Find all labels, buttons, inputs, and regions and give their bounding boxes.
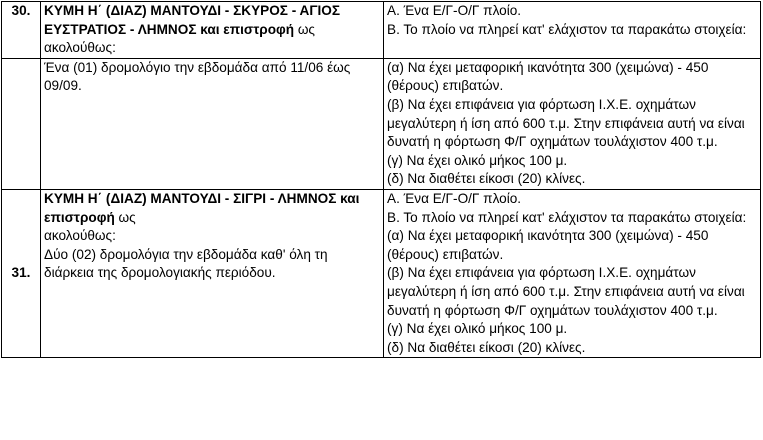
requirement-beds: (δ) Να διαθέτει είκοσι (20) κλίνες.	[387, 171, 586, 187]
requirement-length: (γ) Να έχει ολικό μήκος 100 μ.	[387, 152, 568, 168]
requirement-beds: (δ) Να διαθέτει είκοσι (20) κλίνες.	[387, 339, 586, 355]
route-number: 31.	[2, 189, 41, 357]
requirement-length: (γ) Να έχει ολικό μήκος 100 μ.	[387, 321, 568, 337]
requirements	[384, 189, 761, 357]
requirements-intro	[384, 2, 761, 59]
route-title: ΚΥΜΗ Η΄ (ΔΙΑΖ) ΜΑΝΤΟΥΔΙ - ΣΚΥΡΟΣ - ΑΓΙΟΣ ΕΥΣΤΡΑΤΙΟΣ - ΛΗΜΝΟΣ και επιστροφή	[44, 3, 341, 37]
route-number: 30.	[2, 2, 41, 59]
requirements-details	[384, 58, 761, 189]
route-suffix: ως	[294, 21, 315, 37]
route-title: ΚΥΜΗ Η΄ (ΔΙΑΖ) ΜΑΝΤΟΥΔΙ - ΣΙΓΡΙ - ΛΗΜΝΟΣ και επιστροφή	[44, 190, 360, 225]
route-frequency: Ένα (01) δρομολόγιο την εβδομάδα από 11/06 έως 09/09.	[41, 58, 384, 189]
route-follow: ακολούθως:	[44, 40, 116, 56]
requirement-b: Β. Το πλοίο να πληρεί κατ' ελάχιστον τα παρακάτω στοιχεία:	[387, 21, 747, 37]
requirement-b: Β. Το πλοίο να πληρεί κατ' ελάχιστον τα παρακάτω στοιχεία:	[387, 209, 747, 225]
route-number-blank	[2, 58, 41, 189]
route-description	[41, 2, 384, 59]
route-description	[41, 189, 384, 357]
requirement-a: Α. Ένα Ε/Γ-Ο/Γ πλοίο.	[387, 190, 522, 206]
route-suffix: ως	[114, 209, 136, 225]
table-row	[2, 58, 761, 189]
route-frequency: Δύο (02) δρομολόγια την εβδομάδα καθ' όλη τη διάρκεια της δρομολογιακής περιόδου.	[44, 246, 328, 281]
requirement-capacity: (α) Να έχει μεταφορική ικανότητα 300 (χειμώνα) - 450 (θέρους) επιβατών.	[387, 228, 709, 262]
requirement-surface: (β) Να έχει επιφάνεια για φόρτωση Ι.Χ.Ε. οχημάτων μεγαλύτερη ή ίση από 600 τ.μ. Στην επιφάνεια αυτή να είναι δυνατή η φόρτωση Φ/Γ οχημάτων τουλάχιστον 400 τ.μ.	[387, 96, 745, 150]
requirement-surface: (β) Να έχει επιφάνεια για φόρτωση Ι.Χ.Ε. οχημάτων μεγαλύτερη ή ίση από 600 τ.μ. Στην επιφάνεια αυτή να είναι δυνατή η φόρτωση Φ/Γ οχημάτων τουλάχιστον 400 τ.μ.	[387, 265, 745, 318]
table-row	[2, 2, 761, 59]
requirement-capacity: (α) Να έχει μεταφορική ικανότητα 300 (χειμώνα) - 450 (θέρους) επιβατών.	[387, 59, 709, 94]
route-follow: ακολούθως:	[44, 228, 116, 244]
routes-table	[1, 1, 761, 358]
table-row	[2, 189, 761, 357]
requirement-a: Α. Ένα Ε/Γ-Ο/Γ πλοίο.	[387, 3, 522, 18]
